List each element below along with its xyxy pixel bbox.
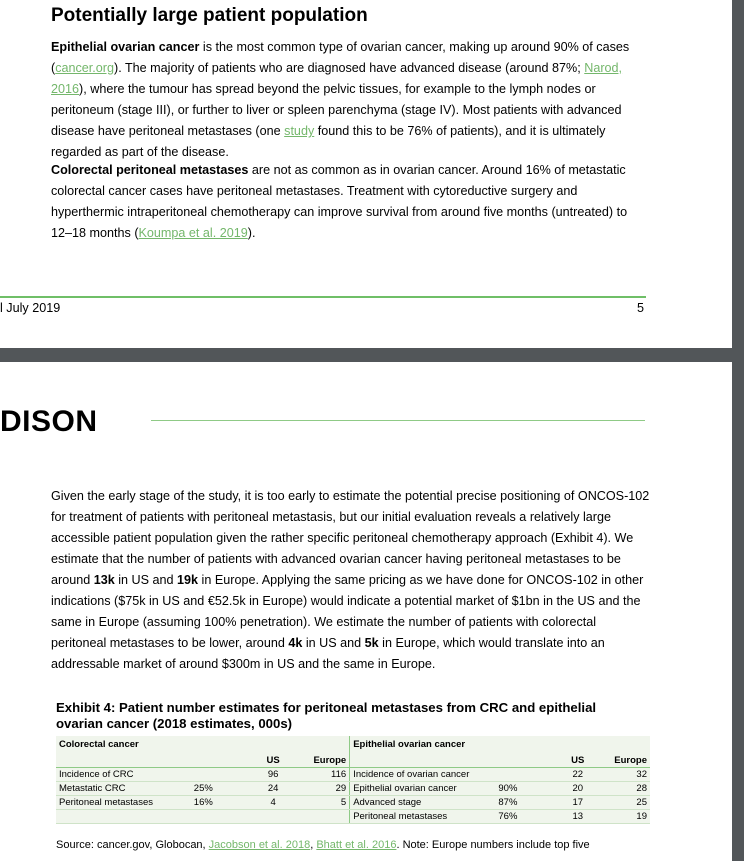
table-row: Metastatic CRC 25% 24 29 Epithelial ovarian cancer 90% 20 28 (56, 782, 650, 796)
section-heading: Potentially large patient population (51, 5, 368, 26)
bold-term: Colorectal peritoneal metastases (51, 163, 249, 177)
narod-link[interactable]: Narod, 2016 (51, 61, 623, 96)
bhatt-link[interactable]: Bhatt et al. 2016 (316, 839, 397, 851)
study-link[interactable]: study (284, 124, 315, 138)
exhibit-title: Exhibit 4: Patient number estimates for peritoneal metastases from CRC and epithelial ovarian cancer (2018 estimates, 000s) (56, 700, 597, 731)
brand-logo-text: DISON (0, 405, 98, 438)
table-row: Peritoneal metastases 16% 4 5 Advanced stage 87% 17 25 (56, 796, 650, 810)
bold-term: Epithelial ovarian cancer (51, 40, 200, 54)
footer-divider (0, 296, 646, 298)
table-row: Incidence of CRC 96 116 Incidence of ovarian cancer 22 32 (56, 768, 650, 782)
footer-date: l July 2019 (0, 301, 61, 315)
exhibit-source-note: Source: cancer.gov, Globocan, Jacobson et al. 2018, Bhatt et al. 2016. Note: Europe numbers include top five (56, 839, 590, 851)
col-us-header: US (555, 753, 600, 768)
col-europe-header: Europe (600, 753, 650, 768)
jacobson-link[interactable]: Jacobson et al. 2018 (208, 839, 311, 851)
col-europe-header: Europe (296, 753, 350, 768)
colorectal-paragraph: Colorectal peritoneal metastases are not as common as in ovarian cancer. Around 16% of metastatic colorectal cancer cases have peritoneal metastases. Treatment with cytoreductive surgery and hyperthermic intraperitoneal chemotherapy can improve survival from around five months (untreated) to 12–18 months (Koumpa et al. 2019). (51, 163, 628, 240)
koumpa-link[interactable]: Koumpa et al. 2019 (138, 226, 248, 240)
header-divider (151, 420, 645, 421)
page-number: 5 (637, 301, 645, 315)
cancer-org-link[interactable]: cancer.org (55, 61, 115, 75)
exhibit-table (56, 736, 650, 824)
positioning-paragraph: Given the early stage of the study, it is too early to estimate the potential precise positioning of ONCOS-102 for treatment of patients with peritoneal metastasis, but our initial evaluation reveals a relatively large accessible patient population given the rather specific peritoneal chemotherapy approach (Exhibit 4). We estimate that the number of patients with advanced ovarian cancer having peritoneal metastases to be around 13k in US and 19k in Europe. Applying the same pricing as we have done for ONCOS-102 in other indications ($75k in US and €52.5k in Europe) would indicate a potential market of $1bn in the US and the same in Europe (assuming 100% penetration). We estimate the number of patients with colorectal peritoneal metastases to be lower, around 4k in US and 5k in Europe, which would translate into an addressable market of around $300m in US and the same in Europe. (51, 489, 650, 671)
right-group-header: Epithelial ovarian cancer (350, 736, 650, 753)
left-group-header: Colorectal cancer (59, 739, 139, 750)
ovarian-cancer-paragraph: Epithelial ovarian cancer is the most common type of ovarian cancer, making up around 90% of cases (cancer.org). The majority of patients who are diagnosed have advanced disease (around 87%; Narod, 2016), where the tumour has spread beyond the pelvic tissues, for example to the lymph nodes or peritoneum (stage III), or further to liver or spleen parenchyma (stage IV). Most patients with advanced disease have peritoneal metastases (one study found this to be 76% of patients), and it is ultimately regarded as part of the disease. (51, 40, 630, 159)
col-us-header: US (251, 753, 296, 768)
table-row: Peritoneal metastases 76% 13 19 (56, 810, 650, 824)
